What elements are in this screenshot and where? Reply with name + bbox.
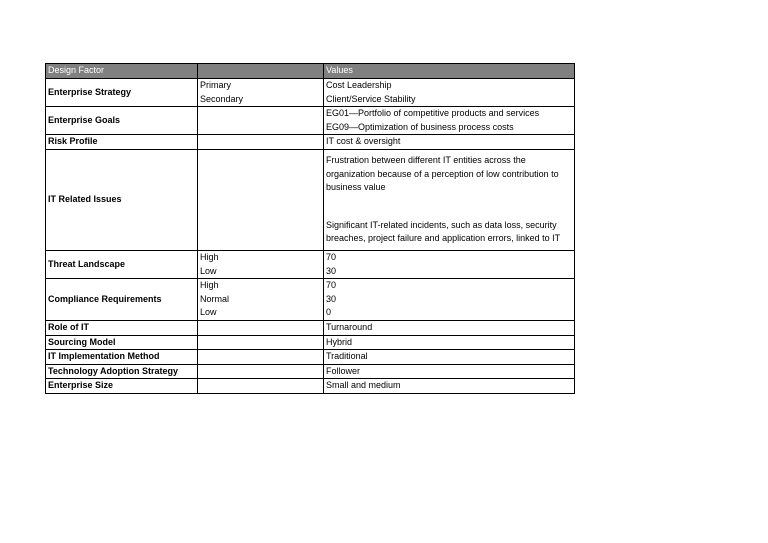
value-line: Small and medium (326, 380, 401, 391)
value-paragraph (326, 154, 572, 195)
table-row (46, 379, 575, 394)
value-line: Frustration between different IT entities across the (326, 154, 526, 165)
value-cell[interactable] (324, 107, 575, 135)
factor-name-it-implementation-method[interactable]: IT Implementation Method (46, 350, 198, 365)
value-line: breaches, project failure and application errors, linked to IT (326, 233, 561, 244)
factor-name-sourcing-model[interactable]: Sourcing Model (46, 335, 198, 350)
value-paragraph (326, 219, 572, 246)
value-line: organization because of a perception of low contribution to (326, 168, 559, 179)
level-cell[interactable] (198, 350, 324, 365)
value-cell[interactable] (324, 149, 575, 250)
value-cell[interactable] (324, 320, 575, 335)
value-line: Traditional (326, 351, 368, 362)
factor-name-risk-profile[interactable]: Risk Profile (46, 135, 198, 150)
value-cell[interactable]: Client/Service Stability (324, 93, 575, 107)
value-cell[interactable] (324, 364, 575, 379)
value-cell[interactable]: 30 (324, 265, 575, 279)
value-line: EG09—Optimization of business process costs (326, 121, 514, 132)
value-line: Hybrid (326, 336, 353, 347)
value-line: IT cost & oversight (326, 136, 401, 147)
header-level[interactable] (198, 64, 324, 79)
table-row (46, 320, 575, 335)
level-cell[interactable] (198, 149, 324, 250)
value-cell[interactable]: 70 (324, 250, 575, 264)
factor-name-role-of-it[interactable]: Role of IT (46, 320, 198, 335)
table-row (46, 107, 575, 135)
value-cell[interactable] (324, 350, 575, 365)
level-cell[interactable] (198, 335, 324, 350)
table-row (46, 79, 575, 93)
value-cell[interactable] (324, 135, 575, 150)
factor-name-it-related-issues[interactable]: IT Related Issues (46, 149, 198, 250)
factor-name-threat-landscape[interactable]: Threat Landscape (46, 250, 198, 278)
table-row (46, 279, 575, 293)
factor-name-enterprise-size[interactable]: Enterprise Size (46, 379, 198, 394)
value-cell[interactable] (324, 379, 575, 394)
factor-name-compliance-requirements[interactable]: Compliance Requirements (46, 279, 198, 321)
value-line: business value (326, 182, 386, 193)
table-row (46, 135, 575, 150)
design-factor-table (45, 63, 575, 394)
value-line: Turnaround (326, 321, 373, 332)
level-cell[interactable]: Secondary (198, 93, 324, 107)
level-cell[interactable]: Normal (198, 293, 324, 307)
table-row (46, 364, 575, 379)
level-cell[interactable]: High (198, 250, 324, 264)
table-body (46, 79, 575, 394)
level-cell[interactable] (198, 135, 324, 150)
level-cell[interactable] (198, 364, 324, 379)
level-cell[interactable] (198, 320, 324, 335)
header-row (46, 64, 575, 79)
level-cell[interactable]: High (198, 279, 324, 293)
factor-name-enterprise-goals[interactable]: Enterprise Goals (46, 107, 198, 135)
table-row (46, 335, 575, 350)
factor-name-enterprise-strategy[interactable]: Enterprise Strategy (46, 79, 198, 107)
value-cell[interactable]: 0 (324, 306, 575, 320)
value-cell[interactable]: 30 (324, 293, 575, 307)
level-cell[interactable]: Low (198, 306, 324, 320)
table-row (46, 250, 575, 264)
header-values[interactable]: Values (324, 64, 575, 79)
level-cell[interactable]: Primary (198, 79, 324, 93)
factor-name-technology-adoption-strategy[interactable]: Technology Adoption Strategy (46, 364, 198, 379)
value-line: Significant IT-related incidents, such as data loss, security (326, 219, 557, 230)
value-line: Follower (326, 365, 361, 376)
table-row (46, 149, 575, 250)
level-cell[interactable] (198, 379, 324, 394)
table-row (46, 350, 575, 365)
level-cell[interactable]: Low (198, 265, 324, 279)
value-cell[interactable] (324, 335, 575, 350)
header-design-factor[interactable]: Design Factor (46, 64, 198, 79)
value-cell[interactable]: 70 (324, 279, 575, 293)
value-line: EG01—Portfolio of competitive products and services (326, 108, 540, 119)
value-cell[interactable]: Cost Leadership (324, 79, 575, 93)
level-cell[interactable] (198, 107, 324, 135)
